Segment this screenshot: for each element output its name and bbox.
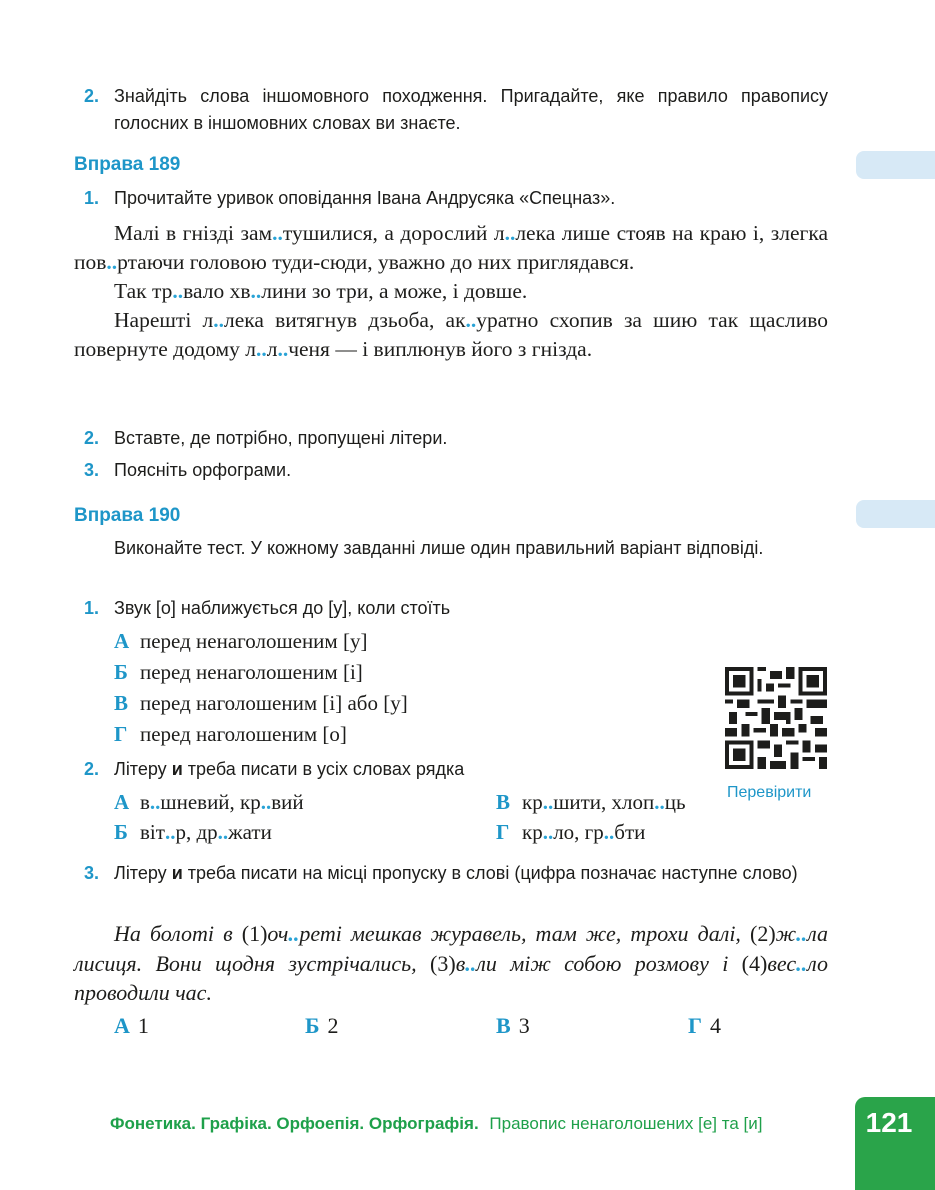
answer-option[interactable]: [114, 817, 272, 847]
word-number: (1): [241, 921, 268, 946]
option-letter: А: [114, 790, 130, 814]
task-number: 2.: [84, 428, 100, 448]
page-number: 121: [865, 1107, 913, 1138]
option-text: перед наголошеним [і] або [у]: [140, 691, 408, 715]
task-text: Прочитайте уривок оповідання Івана Андрусяка «Спецназ».: [114, 188, 616, 208]
task-text: Виконайте тест. У кожному завданні лише один правильний варіант відповіді.: [114, 538, 764, 558]
missing-letter-gap: ..: [288, 921, 300, 946]
task-text: Знайдіть слова іншомовного походження. Пригадайте, яке правило правопису голосних в іншомовних словах ви знаєте.: [114, 86, 828, 133]
text-fragment: в: [455, 950, 466, 976]
option-letter: Г: [496, 820, 510, 844]
passage-paragraph: [74, 919, 828, 1008]
text-fragment: оч: [267, 921, 289, 946]
qr-code-icon[interactable]: [725, 667, 827, 769]
side-tab: [856, 500, 935, 528]
story-paragraph: [74, 306, 828, 364]
option-letter: В: [114, 691, 129, 715]
option-value: 1: [137, 1013, 149, 1038]
text-fragment: Нарешті л: [114, 308, 214, 332]
side-tab: [856, 151, 935, 179]
answer-option[interactable]: [496, 817, 645, 847]
answer-option[interactable]: [114, 1011, 149, 1041]
option-text: перед ненаголошеним [і]: [140, 660, 363, 684]
text-fragment: лека лише стояв на краю і, злегка пов: [74, 221, 828, 274]
missing-letter-gap: ..: [213, 308, 224, 332]
option-letter: Б: [114, 660, 128, 684]
missing-letter-gap: ..: [172, 279, 184, 303]
missing-letter-gap: ..: [255, 337, 267, 361]
text-fragment: вало хв: [183, 279, 251, 303]
story-paragraph: [74, 219, 828, 277]
text-fragment: тушилися, а дорослий л: [282, 221, 505, 245]
missing-letter-gap: ..: [149, 790, 161, 814]
option-text: перед наголошеним [о]: [140, 722, 347, 746]
question-number: 1.: [84, 598, 100, 618]
answer-option[interactable]: [114, 719, 347, 749]
missing-letter-gap: ..: [217, 820, 229, 844]
question-3-passage: [74, 919, 828, 1008]
text-fragment: шити, хлоп: [553, 790, 655, 814]
missing-letter-gap: ..: [260, 790, 272, 814]
question-text: Звук [о] наближується до [у], коли стоїть: [114, 598, 451, 618]
text-fragment: ртаючи головою туди-сюди, уважно до них приглядався.: [117, 250, 635, 274]
text-fragment: шневий, кр: [160, 790, 261, 814]
missing-letter-gap: ..: [465, 950, 477, 976]
option-text: перед ненаголошеним [у]: [140, 629, 368, 653]
word-number: (3): [430, 950, 456, 976]
answer-option[interactable]: [688, 1011, 721, 1041]
question-number: 2.: [84, 759, 100, 779]
missing-letter-gap: ..: [272, 221, 283, 245]
text-fragment: кр: [522, 790, 543, 814]
question-text: Літеру и треба писати на місці пропуску в слові (цифра позначає наступне слово): [114, 863, 798, 883]
option-letter: В: [496, 1013, 511, 1038]
text-fragment: бти: [614, 820, 646, 844]
question-number: 3.: [84, 863, 100, 883]
qr-check-link[interactable]: Перевірити: [727, 784, 812, 801]
option-text: [522, 820, 645, 844]
option-letter: А: [114, 629, 130, 653]
option-letter: В: [496, 790, 511, 814]
text-fragment: Так тр: [114, 279, 173, 303]
word-number: (2): [750, 921, 776, 946]
text-fragment: вий: [271, 790, 304, 814]
question-text: Літеру и треба писати в усіх словах рядка: [114, 759, 465, 779]
text-fragment: Малі в гнізді зам: [114, 221, 273, 245]
task-number: 2.: [84, 86, 100, 106]
missing-letter-gap: ..: [542, 820, 554, 844]
answer-option[interactable]: [114, 688, 408, 718]
text-fragment: ло проводили час.: [74, 950, 828, 1005]
footer-section-title: Фонетика. Графіка. Орфоепія. Орфографія.: [110, 1114, 479, 1133]
answer-option[interactable]: [114, 626, 367, 656]
text-fragment: вес: [767, 950, 797, 976]
answer-option[interactable]: [496, 1011, 530, 1041]
text-fragment: віт: [140, 820, 165, 844]
word-number: (4): [741, 950, 768, 976]
footer-topic: Правопис ненаголошених [е] та [и]: [489, 1114, 763, 1133]
text-fragment: ли між собою розмову і: [476, 950, 742, 976]
task-number: 3.: [84, 460, 100, 480]
text-fragment: уратно схопив за шию так щасливо повернуте додому л: [74, 308, 829, 361]
missing-letter-gap: ..: [654, 790, 665, 814]
missing-letter-gap: ..: [106, 250, 118, 274]
option-text: [522, 790, 686, 814]
task-text: Вставте, де потрібно, пропущені літери.: [114, 428, 448, 448]
text-fragment: реті мешкав журавель, там же, трохи далі,: [299, 921, 751, 946]
text-fragment: р, др: [175, 820, 218, 844]
text-fragment: ж: [775, 921, 797, 946]
missing-letter-gap: ..: [465, 308, 477, 332]
text-fragment: ло, гр: [553, 820, 604, 844]
missing-letter-gap: ..: [250, 279, 262, 303]
text-fragment: ченя — і виплюнув його з гнізда.: [288, 337, 593, 361]
option-text: [140, 820, 272, 844]
missing-letter-gap: ..: [504, 221, 516, 245]
text-fragment: лини зо три, а може, і довше.: [261, 279, 528, 303]
option-value: 4: [710, 1013, 721, 1038]
option-letter: Б: [305, 1013, 320, 1038]
option-value: 2: [327, 1013, 339, 1038]
story-excerpt: [74, 219, 828, 364]
text-fragment: жати: [228, 820, 272, 844]
text-fragment: ла лисиця. Вони щодня зустрічались,: [74, 921, 829, 976]
missing-letter-gap: ..: [542, 790, 554, 814]
missing-letter-gap: ..: [796, 921, 808, 946]
answer-option[interactable]: [114, 787, 304, 817]
option-letter: А: [114, 1013, 130, 1038]
answer-option[interactable]: [496, 787, 686, 817]
missing-letter-gap: ..: [796, 950, 808, 976]
option-text: [140, 790, 304, 814]
missing-letter-gap: ..: [277, 337, 289, 361]
missing-letter-gap: ..: [164, 820, 176, 844]
exercise-189-heading: Вправа 189: [74, 154, 181, 175]
text-fragment: На болоті в: [114, 921, 242, 946]
text-fragment: ць: [664, 790, 686, 814]
text-fragment: кр: [522, 820, 543, 844]
page-number-badge: [855, 1097, 935, 1190]
footer-section: [110, 1114, 762, 1134]
task-text: Поясніть орфограми.: [114, 460, 292, 480]
option-letter: Г: [114, 722, 128, 746]
text-fragment: л: [266, 337, 278, 361]
option-letter: Б: [114, 820, 128, 844]
text-fragment: в: [140, 790, 150, 814]
option-value: 3: [518, 1013, 530, 1038]
exercise-190-heading: Вправа 190: [74, 505, 181, 526]
answer-option[interactable]: [305, 1011, 339, 1041]
text-fragment: лека витягнув дзьоба, ак: [223, 308, 466, 332]
missing-letter-gap: ..: [603, 820, 615, 844]
story-paragraph: [74, 277, 828, 306]
option-letter: Г: [688, 1013, 702, 1038]
task-number: 1.: [84, 188, 100, 208]
answer-option[interactable]: [114, 657, 363, 687]
